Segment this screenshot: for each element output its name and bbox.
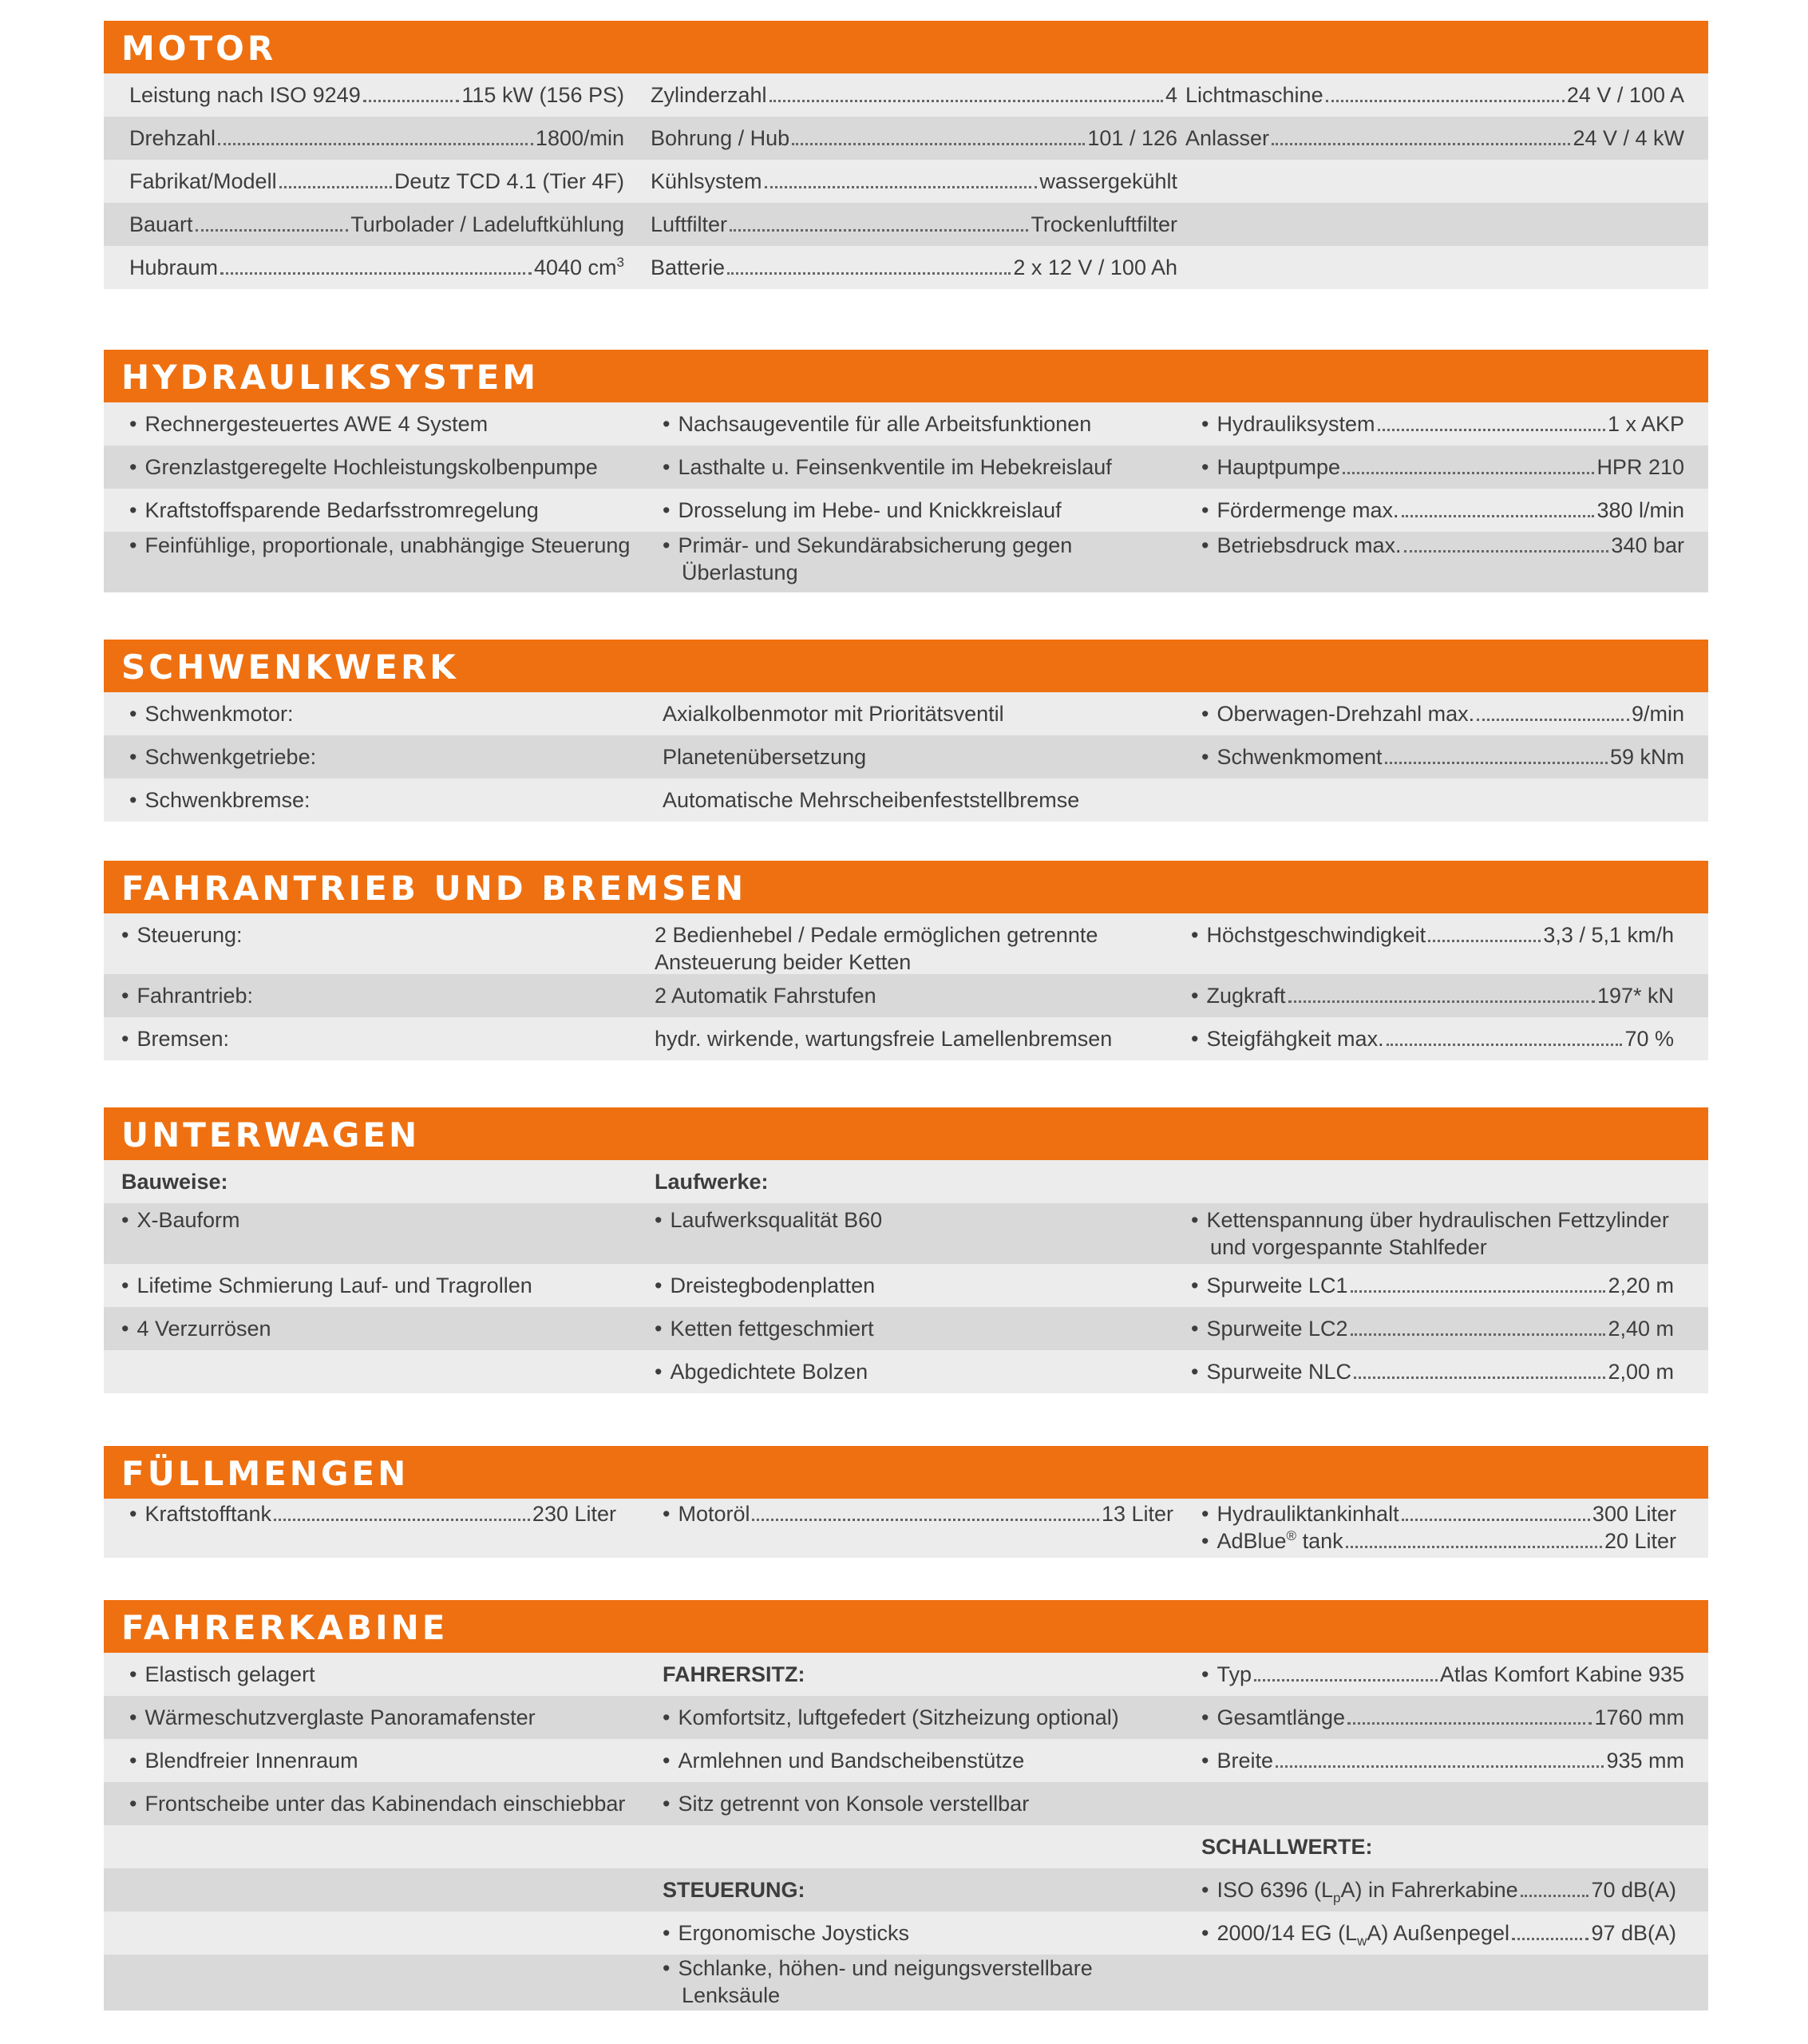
table-row	[104, 1653, 1708, 1696]
table-row	[104, 1264, 1708, 1307]
section-fahrerkabine	[104, 1600, 1708, 2010]
section-title: FAHRANTRIEB UND BREMSEN	[104, 861, 1708, 913]
table-row	[104, 489, 1708, 532]
spec-foerdermenge: • Fördermenge max. 380 l/min	[1201, 497, 1684, 524]
section-schwenkwerk	[104, 640, 1708, 822]
table-row	[104, 974, 1708, 1017]
spec-steigfaehigkeit: • Steigfähgkeit max. 70 %	[1191, 1025, 1674, 1052]
section-fahrantrieb	[104, 861, 1708, 1060]
table-row	[104, 1782, 1708, 1825]
spec-label: • Steuerung:	[121, 921, 616, 949]
list-item: • Laufwerksqualität B60	[655, 1206, 1165, 1234]
section-hydraulik	[104, 350, 1708, 592]
spec-spurweite-lc2: • Spurweite LC2 2,40 m	[1191, 1315, 1674, 1342]
table-row	[104, 246, 1708, 289]
spec-betriebsdruck: • Betriebsdruck max. 340 bar	[1201, 532, 1684, 559]
spec-motoroel: • Motoröl 13 Liter	[663, 1500, 1173, 1527]
subheading-steuerung: STEUERUNG:	[663, 1878, 805, 1902]
spec-anlasser: Anlasser 24 V / 4 kW	[1185, 126, 1684, 150]
list-item: • Kraftstoffsparende Bedarfsstromregelung	[129, 497, 624, 524]
list-item: • Armlehnen und Bandscheibenstütze	[663, 1747, 1173, 1774]
list-item: • Komfortsitz, luftgefedert (Sitzheizung optional)	[663, 1704, 1173, 1731]
spec-leistung: Leistung nach ISO 9249 115 kW (156 PS)	[129, 83, 624, 107]
spec-value: Axialkolbenmotor mit Prioritätsventil	[663, 702, 1004, 726]
list-item: • Wärmeschutzverglaste Panoramafenster	[129, 1704, 624, 1731]
list-item: • Frontscheibe unter das Kabinendach einschiebbar	[129, 1790, 624, 1817]
subheading-schallwerte: SCHALLWERTE:	[1201, 1835, 1373, 1859]
table-row	[104, 203, 1708, 246]
spec-hauptpumpe: • Hauptpumpe HPR 210	[1201, 454, 1684, 481]
table-row	[104, 1350, 1708, 1393]
spec-hydrauliksystem: • Hydrauliksystem 1 x AKP	[1201, 410, 1684, 438]
spec-value: 2 Bedienhebel / Pedale ermöglichen getrennte Ansteuerung beider Ketten	[655, 923, 1098, 974]
table-row	[104, 778, 1708, 822]
spec-spurweite-nlc: • Spurweite NLC 2,00 m	[1191, 1358, 1674, 1385]
spec-label: • Schwenkgetriebe:	[129, 743, 624, 770]
spec-hubraum: Hubraum 4040 $cm^3$	[129, 255, 624, 279]
spec-label: • Schwenkbremse:	[129, 786, 624, 814]
list-item: • Primär- und Sekundärabsicherung gegen Überlastung	[663, 532, 1193, 586]
spec-value: hydr. wirkende, wartungsfreie Lamellenbremsen	[655, 1027, 1113, 1051]
list-item: • Ketten fettgeschmiert	[655, 1315, 1165, 1342]
subheading-bauweise: Bauweise:	[121, 1170, 228, 1194]
list-item: • Grenzlastgeregelte Hochleistungskolbenpumpe	[129, 454, 624, 481]
list-item: • Elastisch gelagert	[129, 1661, 624, 1688]
list-item: • 4 Verzurrösen	[121, 1315, 616, 1342]
spec-eg-2000-14: • 2000/14 EG $(L_wA)$ Außenpegel 97 dB(A)	[1201, 1919, 1676, 1947]
section-title: FÜLLMENGEN	[104, 1446, 1708, 1499]
spec-fabrikat: Fabrikat/Modell Deutz TCD 4.1 (Tier 4F)	[129, 169, 624, 193]
section-motor	[104, 21, 1708, 289]
list-item: • Ergonomische Joysticks	[663, 1919, 1173, 1947]
table-row	[104, 73, 1708, 117]
list-item: • Abgedichtete Bolzen	[655, 1358, 1165, 1385]
spec-hoechstgeschwindigkeit: • Höchstgeschwindigkeit 3,3 / 5,1 km/h	[1191, 921, 1674, 949]
list-item: • Dreistegbodenplatten	[655, 1272, 1165, 1299]
spec-bohrung: Bohrung / Hub 101 / 126	[651, 126, 1177, 150]
section-title: UNTERWAGEN	[104, 1107, 1708, 1160]
spec-breite: • Breite 935 mm	[1201, 1747, 1684, 1774]
spec-luftfilter: Luftfilter Trockenluftfilter	[651, 212, 1177, 236]
section-fuellmengen	[104, 1446, 1708, 1558]
section-unterwagen	[104, 1107, 1708, 1393]
table-row	[104, 1739, 1708, 1782]
list-item: • Sitz getrennt von Konsole verstellbar	[663, 1790, 1173, 1817]
spec-schwenkmoment: • Schwenkmoment 59 kNm	[1201, 743, 1684, 770]
section-title: FAHRERKABINE	[104, 1600, 1708, 1653]
list-item: • X-Bauform	[121, 1206, 616, 1234]
section-title: MOTOR	[104, 21, 1708, 73]
table-row	[104, 913, 1708, 974]
spec-typ: • Typ Atlas Komfort Kabine 935	[1201, 1661, 1684, 1688]
table-row	[104, 692, 1708, 735]
table-row	[104, 1955, 1708, 2010]
table-row	[104, 1868, 1708, 1911]
list-item: • Feinfühlige, proportionale, unabhängige Steuerung	[129, 532, 624, 559]
list-item: • Blendfreier Innenraum	[129, 1747, 624, 1774]
spec-value: 2 Automatik Fahrstufen	[655, 984, 876, 1008]
list-item: • Kettenspannung über hydraulischen Fettzylinder und vorgespannte Stahlfeder	[1191, 1206, 1693, 1261]
section-title: SCHWENKWERK	[104, 640, 1708, 692]
list-item: • Drosselung im Hebe- und Knickkreislauf	[663, 497, 1173, 524]
spec-hydrauliktank: • Hydrauliktankinhalt 300 Liter	[1201, 1500, 1676, 1527]
spec-kraftstofftank: • Kraftstofftank 230 Liter	[129, 1500, 616, 1527]
table-row	[104, 1203, 1708, 1264]
table-row	[104, 117, 1708, 160]
table-row	[104, 532, 1708, 592]
subheading-laufwerke: Laufwerke:	[655, 1170, 769, 1194]
spec-bauart: Bauart Turbolader / Ladeluftkühlung	[129, 212, 624, 236]
spec-iso-6396: • ISO 6396 $(L_pA)$ in Fahrerkabine 70 dB(A)	[1201, 1876, 1676, 1903]
list-item: • Schlanke, höhen- und neigungsverstellbare Lenksäule	[663, 1955, 1193, 2009]
table-row	[104, 1696, 1708, 1739]
spec-drehzahl: Drehzahl 1800/min	[129, 126, 624, 150]
spec-value: Automatische Mehrscheibenfeststellbremse	[663, 788, 1080, 812]
spec-oberwagen-drehzahl: • Oberwagen-Drehzahl max. 9/min	[1201, 700, 1684, 727]
subheading-fahrersitz: FAHRERSITZ:	[663, 1662, 805, 1686]
list-item: • Lasthalte u. Feinsenkventile im Hebekreislauf	[663, 454, 1173, 481]
spec-lichtmaschine: Lichtmaschine 24 V / 100 A	[1185, 83, 1684, 107]
table-row	[104, 1160, 1708, 1203]
list-item: • Rechnergesteuertes AWE 4 System	[129, 410, 624, 438]
list-item: • Lifetime Schmierung Lauf- und Tragrollen	[121, 1272, 616, 1299]
table-row	[104, 1307, 1708, 1350]
spec-label: • Schwenkmotor:	[129, 700, 624, 727]
table-row	[104, 1911, 1708, 1955]
section-title: HYDRAULIKSYSTEM	[104, 350, 1708, 402]
spec-zylinder: Zylinderzahl 4	[651, 83, 1177, 107]
spec-gesamtlaenge: • Gesamtlänge 1760 mm	[1201, 1704, 1684, 1731]
spec-spurweite-lc1: • Spurweite LC1 2,20 m	[1191, 1272, 1674, 1299]
list-item: • Nachsaugeventile für alle Arbeitsfunktionen	[663, 410, 1173, 438]
spec-zugkraft: • Zugkraft 197* kN	[1191, 982, 1674, 1009]
spec-adblue-tank: • AdBlue® tank 20 Liter	[1201, 1527, 1676, 1555]
spec-batterie: Batterie 2 x 12 V / 100 Ah	[651, 256, 1177, 279]
spec-label: • Bremsen:	[121, 1025, 616, 1052]
table-row	[104, 1499, 1708, 1558]
table-row	[104, 446, 1708, 489]
spec-value: Planetenübersetzung	[663, 745, 867, 769]
spec-label: • Fahrantrieb:	[121, 982, 616, 1009]
table-row	[104, 735, 1708, 778]
table-row	[104, 402, 1708, 446]
table-row	[104, 1017, 1708, 1060]
table-row	[104, 160, 1708, 203]
spec-kuehlsystem: Kühlsystem wassergekühlt	[651, 169, 1177, 193]
table-row	[104, 1825, 1708, 1868]
